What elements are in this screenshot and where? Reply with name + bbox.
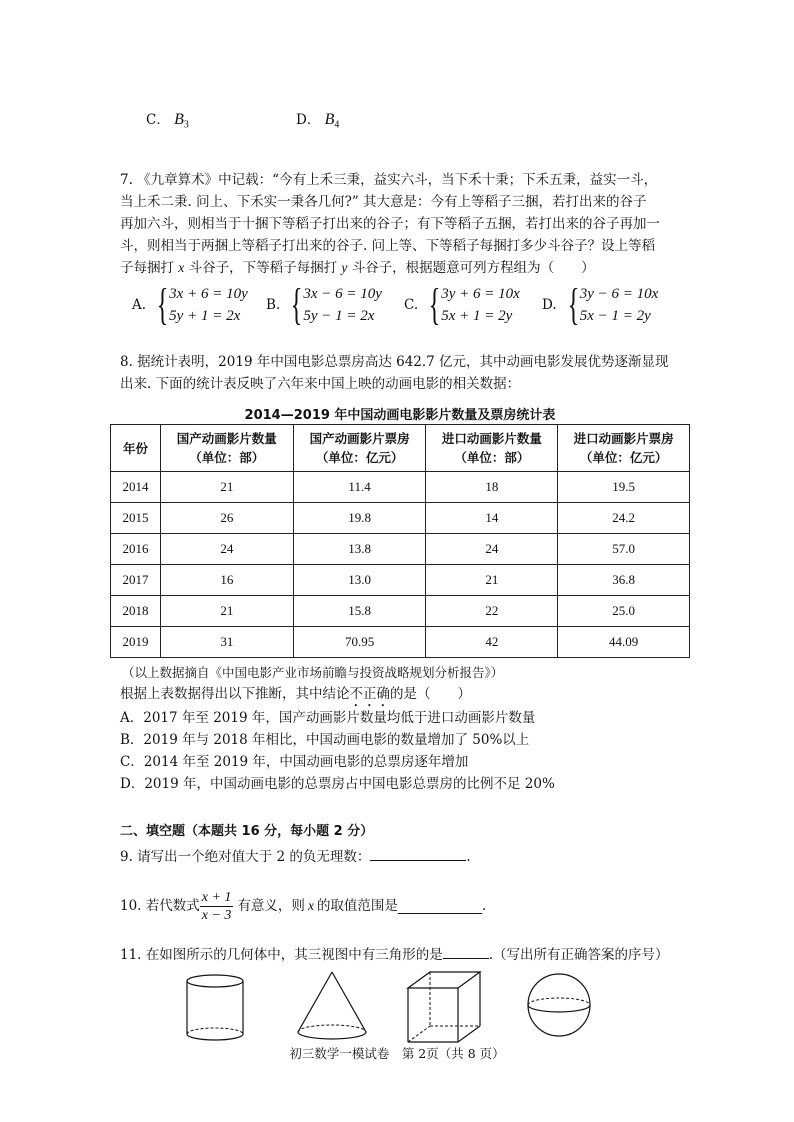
table-row — [111, 534, 690, 565]
table-cell: 36.8 — [558, 565, 690, 596]
table-cell: 13.0 — [293, 565, 426, 596]
table-cell: 16 — [160, 565, 293, 596]
table-row — [111, 503, 690, 534]
stats-table — [110, 424, 690, 658]
table-row — [111, 565, 690, 596]
q7-line-2: 当上禾二秉. 问上、下禾实一秉各几何?” 其大意是：今有上等稻子三捆，若打出来的谷子 — [120, 194, 647, 210]
table-cell: 25.0 — [558, 596, 690, 627]
q7-option-b: B. { 3x − 6 = 10y 5y − 1 = 2x — [266, 280, 382, 329]
fraction: $\frac{x + 1}{x - 3}$ — [201, 889, 232, 923]
q7-option-a: A. { 3x + 6 = 10y 5y + 1 = 2x — [132, 280, 248, 329]
table-cell: 24.2 — [558, 503, 690, 534]
q10: 10. 若代数式 $\frac{x + 1}{x - 3}$ 有意义，则 x 的取值范围是 . — [120, 889, 487, 923]
q7-line-3: 再加六斗，则相当于十捆下等稻子打出来的谷子；有下等稻子五捆，若打出来的谷子再加一 — [120, 216, 660, 232]
sphere-figure — [524, 970, 594, 1040]
table-cell: 11.4 — [293, 472, 426, 503]
answer-blank[interactable] — [398, 899, 482, 914]
table-source: （以上数据摘自《中国电影产业市场前瞻与投资战略规划分析报告》） — [122, 665, 504, 680]
table-cell: 21 — [160, 596, 293, 627]
table-cell: 18 — [426, 472, 558, 503]
col-header-year: 年份 — [111, 425, 161, 472]
table-row — [111, 472, 690, 503]
emphasized-text: 不正确 — [349, 686, 390, 702]
table-cell: 2016 — [111, 534, 161, 565]
table-row — [111, 627, 690, 658]
q6-option-c: C． $B_3$ — [146, 111, 189, 131]
table-cell: 22 — [426, 596, 558, 627]
section-title: 二、填空题（本题共 16 分，每小题 2 分） — [120, 824, 374, 839]
col-header-domestic-count: 国产动画影片数量 （单位：部） — [160, 425, 293, 472]
table-header-row — [111, 425, 690, 472]
table-cell: 14 — [426, 503, 558, 534]
table-cell: 31 — [160, 627, 293, 658]
q8-line-2: 出来. 下面的统计表反映了六年来中国上映的动画电影的相关数据： — [120, 376, 521, 392]
cone-figure — [292, 968, 372, 1046]
col-header-domestic-box: 国产动画影片票房 （单位：亿元） — [293, 425, 426, 472]
triangular-prism-figure — [404, 968, 484, 1048]
table-cell: 19.5 — [558, 472, 690, 503]
q11: 11. 在如图所示的几何体中，其三视图中有三角形的是 .（写出所有正确答案的序号） — [120, 944, 669, 965]
table-cell: 21 — [160, 472, 293, 503]
table-cell: 2019 — [111, 627, 161, 658]
table-cell: 24 — [426, 534, 558, 565]
q8-line-1: 8. 据统计表明，2019 年中国电影总票房高达 642.7 亿元，其中动画电影发展优势逐渐显现 — [120, 354, 669, 370]
table-cell: 2018 — [111, 596, 161, 627]
table-cell: 19.8 — [293, 503, 426, 534]
q6-option-d: D． $B_4$ — [296, 111, 340, 131]
q9: 9. 请写出一个绝对值大于 2 的负无理数： . — [120, 846, 471, 867]
q8-prompt: 根据上表数据得出以下推断，其中结论不正确的是（ ） — [120, 686, 471, 702]
answer-blank[interactable] — [370, 846, 466, 861]
table-cell: 13.8 — [293, 534, 426, 565]
q7-option-c: C. { 3y + 6 = 10x 5x + 1 = 2y — [404, 280, 520, 329]
col-header-import-count: 进口动画影片数量 （单位：部） — [426, 425, 558, 472]
q8-choice-b: B．2019 年与 2018 年相比，中国动画电影的数量增加了 50%以上 — [120, 732, 530, 748]
table-cell: 57.0 — [558, 534, 690, 565]
table-cell: 15.8 — [293, 596, 426, 627]
q8-choice-d: D．2019 年，中国动画电影的总票房占中国电影总票房的比例不足 20% — [120, 776, 555, 792]
table-row — [111, 596, 690, 627]
q7-option-d: D. { 3y − 6 = 10x 5x − 1 = 2y — [542, 280, 659, 329]
q8-choice-c: C．2014 年至 2019 年，中国动画电影的总票房逐年增加 — [120, 754, 469, 770]
table-cell: 26 — [160, 503, 293, 534]
table-cell: 42 — [426, 627, 558, 658]
table-cell: 2017 — [111, 565, 161, 596]
cylinder-figure — [180, 972, 250, 1044]
table-cell: 2015 — [111, 503, 161, 534]
q7-line-4: 斗，则相当于两捆上等稻子打出来的谷子. 问上等、下等稻子每捆打多少斗谷子？设上等稻 — [120, 238, 656, 254]
table-cell: 24 — [160, 534, 293, 565]
page-footer: 初三数学一模试卷 第 2页（共 8 页） — [289, 1046, 505, 1061]
table-cell: 2014 — [111, 472, 161, 503]
q7-line-5: 子每捆打 x 斗谷子，下等稻子每捆打 y 斗谷子，根据题意可列方程组为（ ） — [120, 260, 595, 276]
table-cell: 21 — [426, 565, 558, 596]
table-cell: 70.95 — [293, 627, 426, 658]
table-cell: 44.09 — [558, 627, 690, 658]
col-header-import-box: 进口动画影片票房 （单位：亿元） — [558, 425, 690, 472]
q7-line-1: 7. 《九章算术》中记载：“今有上禾三秉，益实六斗，当下禾十秉；下禾五秉，益实一斗， — [120, 172, 658, 188]
q8-choice-a: A．2017 年至 2019 年，国产动画影片数量均低于进口动画影片数量 — [120, 710, 536, 726]
table-title: 2014—2019 年中国动画电影影片数量及票房统计表 — [244, 408, 556, 423]
answer-blank[interactable] — [443, 944, 489, 959]
